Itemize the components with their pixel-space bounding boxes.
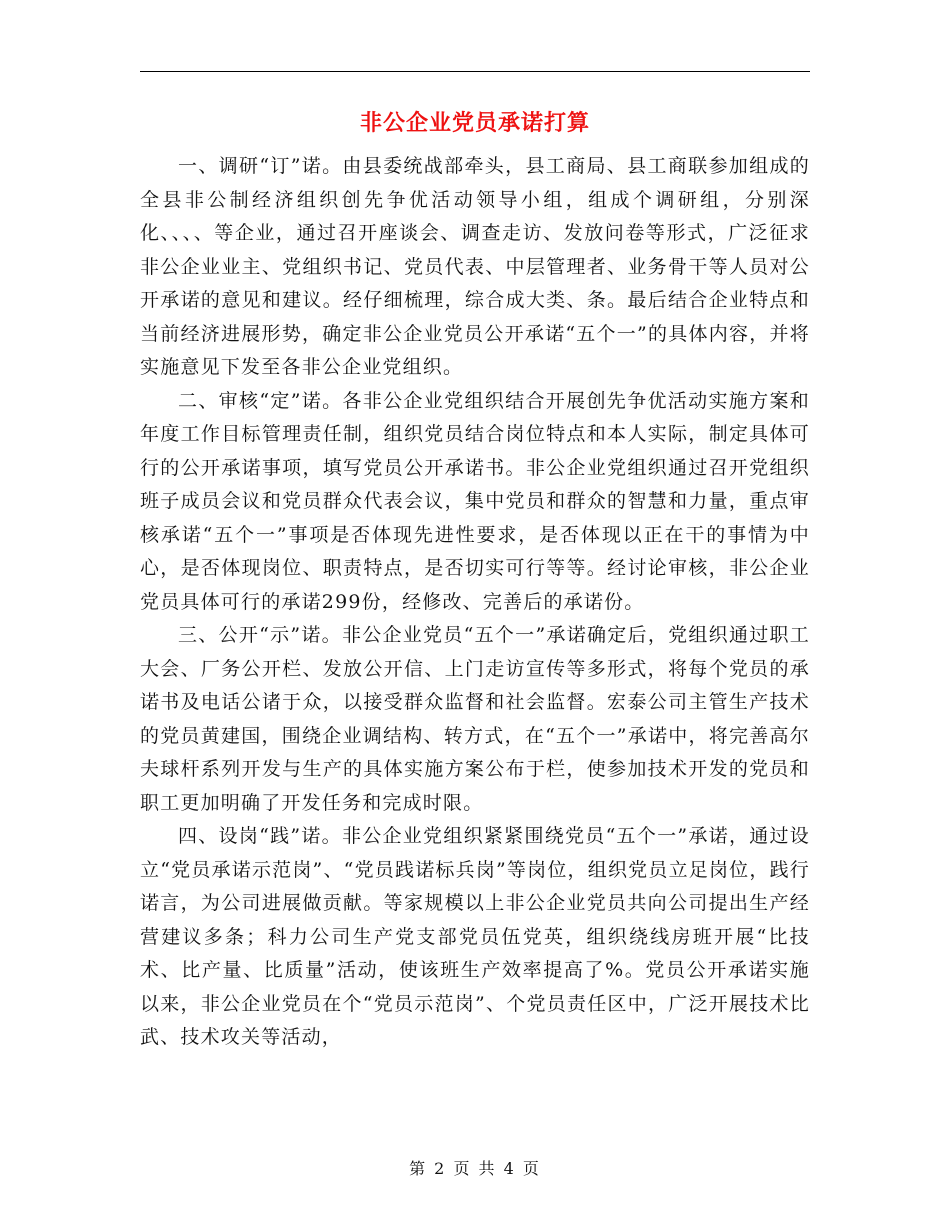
page-label-prefix: 第: [409, 1159, 428, 1178]
paragraph-3: 三、公开“示”诺。非公企业党员“五个一”承诺确定后，党组织通过职工大会、厂务公开栏、发放公开信、上门走访宣传等多形式，将每个党员的承诺书及电话公诸于众，以接受群众监督和社会监督。宏泰公司主管生产技术的党员黄建国，围绕企业调结构、转方式，在“五个一”承诺中，将完善高尔夫球杆系列开发与生产的具体实施方案公布于栏，使参加技术开发的党员和职工更加明确了开发任务和完成时限。: [140, 624, 810, 814]
header-rule: [140, 71, 810, 72]
paragraph-2: 二、审核“定”诺。各非公企业党组织结合开展创先争优活动实施方案和年度工作目标管理责任制，组织党员结合岗位特点和本人实际，制定具体可行的公开承诺事项，填写党员公开承诺书。非公企业党组织通过召开党组织班子成员会议和党员群众代表会议，集中党员和群众的智慧和力量，重点审核承诺“五个一”事项是否体现先进性要求，是否体现以正在干的事情为中心，是否体现岗位、职责特点，是否切实可行等等。经讨论审核，非公企业党员具体可行的承诺299份，经修改、完善后的承诺份。: [140, 389, 810, 613]
document-body: [140, 150, 810, 1055]
total-pages-number: 4: [503, 1159, 516, 1178]
current-page-number: 2: [434, 1159, 447, 1178]
page-label-suffix: 页: [522, 1159, 541, 1178]
paragraph-4: 四、设岗“践”诺。非公企业党组织紧紧围绕党员“五个一”承诺，通过设立“党员承诺示范岗”、“党员践诺标兵岗”等岗位，组织党员立足岗位，践行诺言，为公司进展做贡献。等家规模以上非公企业党员共向公司提出生产经营建议多条；科力公司生产党支部党员伍党英，组织绕线房班开展“比技术、比产量、比质量”活动，使该班生产效率提高了%。党员公开承诺实施以来，非公企业党员在个“党员示范岗”、个党员责任区中，广泛开展技术比武、技术攻关等活动，: [140, 825, 810, 1048]
page-label-mid: 页 共: [453, 1159, 497, 1178]
paragraph-1: 一、调研“订”诺。由县委统战部牵头，县工商局、县工商联参加组成的全县非公制经济组织创先争优活动领导小组，组成个调研组，分别深化、、、、等企业，通过召开座谈会、调查走访、发放问卷等形式，广泛征求非公企业业主、党组织书记、党员代表、中层管理者、业务骨干等人员对公开承诺的意见和建议。经仔细梳理，综合成大类、条。最后结合企业特点和当前经济进展形势，确定非公企业党员公开承诺“五个一”的具体内容，并将实施意见下发至各非公企业党组织。: [140, 155, 810, 378]
document-title: 非公企业党员承诺打算: [359, 110, 590, 136]
page-footer: [0, 1156, 950, 1179]
